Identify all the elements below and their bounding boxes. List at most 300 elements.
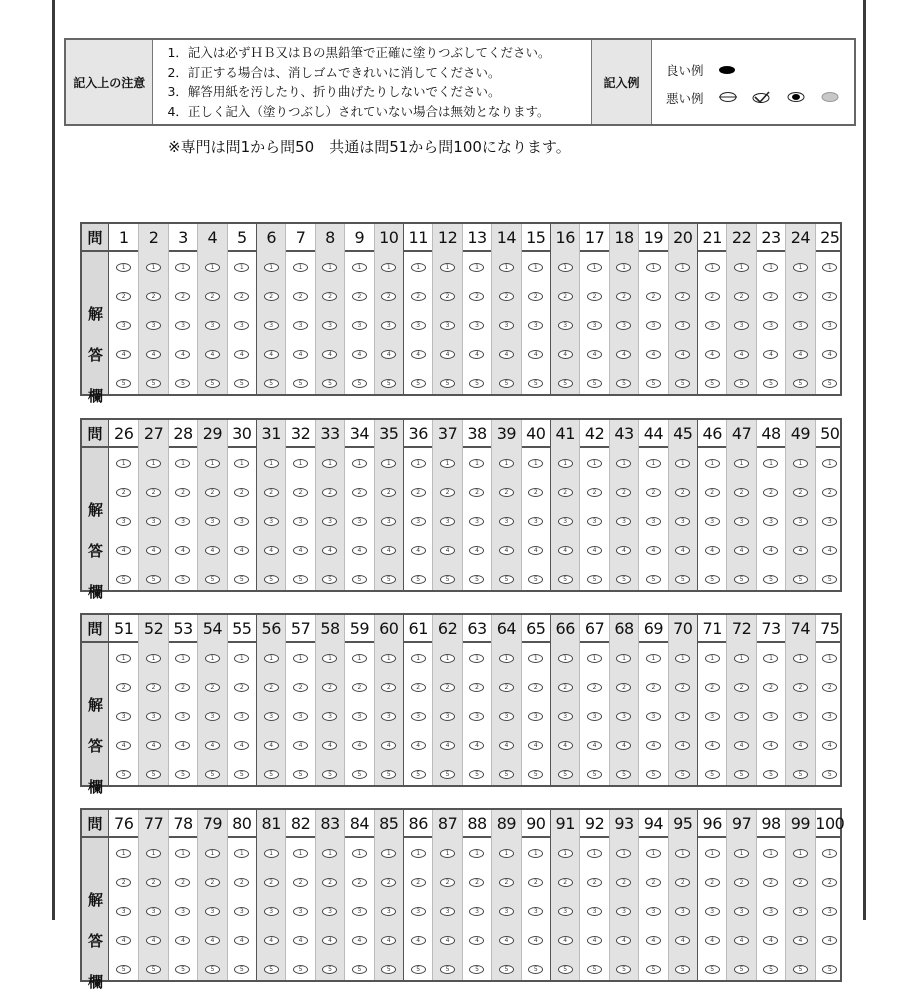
answer-bubble-4[interactable]: 4 (734, 936, 749, 945)
answer-bubble-3[interactable]: 3 (558, 907, 573, 916)
answer-bubble-2[interactable]: 2 (381, 878, 396, 887)
answer-bubble-5[interactable]: 5 (469, 379, 484, 388)
answer-bubble-1[interactable]: 1 (293, 263, 308, 272)
answer-bubble-2[interactable]: 2 (705, 683, 720, 692)
answer-bubble-3[interactable]: 3 (146, 907, 161, 916)
answer-bubble-1[interactable]: 1 (822, 849, 837, 858)
answer-bubble-5[interactable]: 5 (705, 575, 720, 584)
answer-bubble-3[interactable]: 3 (822, 321, 837, 330)
answer-bubble-1[interactable]: 1 (234, 654, 249, 663)
answer-bubble-1[interactable]: 1 (793, 654, 808, 663)
answer-bubble-1[interactable]: 1 (205, 459, 220, 468)
answer-bubble-1[interactable]: 1 (499, 459, 514, 468)
answer-bubble-2[interactable]: 2 (616, 878, 631, 887)
answer-bubble-3[interactable]: 3 (705, 517, 720, 526)
answer-bubble-1[interactable]: 1 (116, 263, 131, 272)
answer-bubble-5[interactable]: 5 (146, 770, 161, 779)
answer-bubble-1[interactable]: 1 (793, 849, 808, 858)
answer-bubble-1[interactable]: 1 (646, 263, 661, 272)
answer-bubble-5[interactable]: 5 (499, 379, 514, 388)
answer-bubble-1[interactable]: 1 (675, 849, 690, 858)
answer-bubble-4[interactable]: 4 (234, 741, 249, 750)
answer-bubble-3[interactable]: 3 (734, 517, 749, 526)
answer-bubble-4[interactable]: 4 (822, 350, 837, 359)
answer-bubble-3[interactable]: 3 (381, 517, 396, 526)
answer-bubble-5[interactable]: 5 (175, 379, 190, 388)
answer-bubble-2[interactable]: 2 (793, 292, 808, 301)
answer-bubble-4[interactable]: 4 (763, 936, 778, 945)
answer-bubble-5[interactable]: 5 (616, 965, 631, 974)
answer-bubble-2[interactable]: 2 (411, 488, 426, 497)
answer-bubble-1[interactable]: 1 (440, 263, 455, 272)
answer-bubble-1[interactable]: 1 (558, 849, 573, 858)
answer-bubble-2[interactable]: 2 (322, 878, 337, 887)
answer-bubble-3[interactable]: 3 (440, 907, 455, 916)
answer-bubble-4[interactable]: 4 (528, 741, 543, 750)
answer-bubble-4[interactable]: 4 (705, 350, 720, 359)
answer-bubble-1[interactable]: 1 (205, 849, 220, 858)
answer-bubble-4[interactable]: 4 (499, 741, 514, 750)
answer-bubble-1[interactable]: 1 (587, 459, 602, 468)
answer-bubble-4[interactable]: 4 (528, 936, 543, 945)
answer-bubble-2[interactable]: 2 (293, 488, 308, 497)
answer-bubble-2[interactable]: 2 (793, 683, 808, 692)
answer-bubble-4[interactable]: 4 (587, 350, 602, 359)
answer-bubble-1[interactable]: 1 (705, 849, 720, 858)
answer-bubble-3[interactable]: 3 (469, 321, 484, 330)
answer-bubble-1[interactable]: 1 (411, 654, 426, 663)
answer-bubble-1[interactable]: 1 (146, 263, 161, 272)
answer-bubble-2[interactable]: 2 (352, 683, 367, 692)
answer-bubble-1[interactable]: 1 (646, 459, 661, 468)
answer-bubble-3[interactable]: 3 (352, 321, 367, 330)
answer-bubble-1[interactable]: 1 (411, 263, 426, 272)
answer-bubble-2[interactable]: 2 (587, 488, 602, 497)
answer-bubble-4[interactable]: 4 (175, 936, 190, 945)
answer-bubble-3[interactable]: 3 (793, 321, 808, 330)
answer-bubble-1[interactable]: 1 (322, 654, 337, 663)
answer-bubble-1[interactable]: 1 (675, 459, 690, 468)
answer-bubble-5[interactable]: 5 (205, 965, 220, 974)
answer-bubble-1[interactable]: 1 (411, 849, 426, 858)
answer-bubble-1[interactable]: 1 (822, 654, 837, 663)
answer-bubble-2[interactable]: 2 (587, 878, 602, 887)
answer-bubble-4[interactable]: 4 (822, 936, 837, 945)
answer-bubble-2[interactable]: 2 (822, 683, 837, 692)
answer-bubble-2[interactable]: 2 (381, 292, 396, 301)
answer-bubble-3[interactable]: 3 (587, 712, 602, 721)
answer-bubble-2[interactable]: 2 (793, 878, 808, 887)
answer-bubble-2[interactable]: 2 (705, 292, 720, 301)
answer-bubble-2[interactable]: 2 (793, 488, 808, 497)
answer-bubble-3[interactable]: 3 (352, 517, 367, 526)
answer-bubble-2[interactable]: 2 (469, 683, 484, 692)
answer-bubble-3[interactable]: 3 (322, 712, 337, 721)
answer-bubble-3[interactable]: 3 (675, 712, 690, 721)
answer-bubble-3[interactable]: 3 (205, 712, 220, 721)
answer-bubble-4[interactable]: 4 (528, 546, 543, 555)
answer-bubble-3[interactable]: 3 (616, 517, 631, 526)
answer-bubble-4[interactable]: 4 (175, 741, 190, 750)
answer-bubble-5[interactable]: 5 (469, 575, 484, 584)
answer-bubble-1[interactable]: 1 (499, 849, 514, 858)
answer-bubble-4[interactable]: 4 (411, 741, 426, 750)
answer-bubble-5[interactable]: 5 (352, 575, 367, 584)
answer-bubble-1[interactable]: 1 (469, 849, 484, 858)
answer-bubble-5[interactable]: 5 (146, 575, 161, 584)
answer-bubble-4[interactable]: 4 (822, 741, 837, 750)
answer-bubble-5[interactable]: 5 (146, 965, 161, 974)
answer-bubble-3[interactable]: 3 (822, 712, 837, 721)
answer-bubble-5[interactable]: 5 (675, 965, 690, 974)
answer-bubble-4[interactable]: 4 (234, 350, 249, 359)
answer-bubble-4[interactable]: 4 (440, 350, 455, 359)
answer-bubble-3[interactable]: 3 (705, 712, 720, 721)
answer-bubble-4[interactable]: 4 (675, 936, 690, 945)
answer-bubble-4[interactable]: 4 (381, 741, 396, 750)
answer-bubble-4[interactable]: 4 (264, 546, 279, 555)
answer-bubble-1[interactable]: 1 (558, 459, 573, 468)
answer-bubble-5[interactable]: 5 (793, 770, 808, 779)
answer-bubble-3[interactable]: 3 (411, 321, 426, 330)
answer-bubble-4[interactable]: 4 (558, 936, 573, 945)
answer-bubble-1[interactable]: 1 (322, 849, 337, 858)
answer-bubble-2[interactable]: 2 (616, 292, 631, 301)
answer-bubble-5[interactable]: 5 (587, 575, 602, 584)
answer-bubble-5[interactable]: 5 (175, 770, 190, 779)
answer-bubble-2[interactable]: 2 (322, 683, 337, 692)
answer-bubble-4[interactable]: 4 (411, 350, 426, 359)
answer-bubble-5[interactable]: 5 (322, 379, 337, 388)
answer-bubble-2[interactable]: 2 (469, 488, 484, 497)
answer-bubble-3[interactable]: 3 (293, 907, 308, 916)
answer-bubble-3[interactable]: 3 (175, 517, 190, 526)
answer-bubble-2[interactable]: 2 (734, 683, 749, 692)
answer-bubble-1[interactable]: 1 (528, 263, 543, 272)
answer-bubble-5[interactable]: 5 (646, 965, 661, 974)
answer-bubble-2[interactable]: 2 (440, 292, 455, 301)
answer-bubble-4[interactable]: 4 (822, 546, 837, 555)
answer-bubble-3[interactable]: 3 (381, 321, 396, 330)
answer-bubble-2[interactable]: 2 (264, 683, 279, 692)
answer-bubble-3[interactable]: 3 (793, 907, 808, 916)
answer-bubble-1[interactable]: 1 (528, 459, 543, 468)
answer-bubble-1[interactable]: 1 (205, 263, 220, 272)
answer-bubble-2[interactable]: 2 (234, 683, 249, 692)
answer-bubble-3[interactable]: 3 (616, 712, 631, 721)
answer-bubble-5[interactable]: 5 (793, 575, 808, 584)
answer-bubble-1[interactable]: 1 (528, 849, 543, 858)
answer-bubble-3[interactable]: 3 (763, 712, 778, 721)
answer-bubble-2[interactable]: 2 (528, 683, 543, 692)
answer-bubble-3[interactable]: 3 (411, 712, 426, 721)
answer-bubble-3[interactable]: 3 (793, 517, 808, 526)
answer-bubble-3[interactable]: 3 (558, 517, 573, 526)
answer-bubble-5[interactable]: 5 (793, 379, 808, 388)
answer-bubble-5[interactable]: 5 (822, 575, 837, 584)
answer-bubble-5[interactable]: 5 (734, 379, 749, 388)
answer-bubble-3[interactable]: 3 (528, 517, 543, 526)
answer-bubble-2[interactable]: 2 (528, 878, 543, 887)
answer-bubble-5[interactable]: 5 (234, 965, 249, 974)
answer-bubble-3[interactable]: 3 (322, 907, 337, 916)
answer-bubble-3[interactable]: 3 (587, 321, 602, 330)
answer-bubble-5[interactable]: 5 (705, 965, 720, 974)
answer-bubble-5[interactable]: 5 (822, 770, 837, 779)
answer-bubble-4[interactable]: 4 (175, 350, 190, 359)
answer-bubble-1[interactable]: 1 (264, 654, 279, 663)
answer-bubble-4[interactable]: 4 (205, 546, 220, 555)
answer-bubble-1[interactable]: 1 (146, 459, 161, 468)
answer-bubble-1[interactable]: 1 (763, 849, 778, 858)
answer-bubble-4[interactable]: 4 (352, 936, 367, 945)
answer-bubble-1[interactable]: 1 (146, 849, 161, 858)
answer-bubble-1[interactable]: 1 (293, 654, 308, 663)
answer-bubble-1[interactable]: 1 (469, 263, 484, 272)
answer-bubble-3[interactable]: 3 (646, 321, 661, 330)
answer-bubble-1[interactable]: 1 (116, 459, 131, 468)
answer-bubble-5[interactable]: 5 (205, 575, 220, 584)
answer-bubble-3[interactable]: 3 (528, 907, 543, 916)
answer-bubble-1[interactable]: 1 (264, 849, 279, 858)
answer-bubble-2[interactable]: 2 (705, 488, 720, 497)
answer-bubble-1[interactable]: 1 (587, 654, 602, 663)
answer-bubble-3[interactable]: 3 (205, 517, 220, 526)
answer-bubble-2[interactable]: 2 (763, 878, 778, 887)
answer-bubble-3[interactable]: 3 (705, 321, 720, 330)
answer-bubble-5[interactable]: 5 (528, 965, 543, 974)
answer-bubble-3[interactable]: 3 (558, 712, 573, 721)
answer-bubble-3[interactable]: 3 (293, 712, 308, 721)
answer-bubble-3[interactable]: 3 (175, 712, 190, 721)
answer-bubble-1[interactable]: 1 (381, 654, 396, 663)
answer-bubble-3[interactable]: 3 (264, 517, 279, 526)
answer-bubble-2[interactable]: 2 (646, 878, 661, 887)
answer-bubble-4[interactable]: 4 (264, 350, 279, 359)
answer-bubble-2[interactable]: 2 (116, 683, 131, 692)
answer-bubble-4[interactable]: 4 (793, 741, 808, 750)
answer-bubble-2[interactable]: 2 (646, 292, 661, 301)
answer-bubble-5[interactable]: 5 (469, 770, 484, 779)
answer-bubble-1[interactable]: 1 (616, 263, 631, 272)
answer-bubble-4[interactable]: 4 (146, 350, 161, 359)
answer-bubble-2[interactable]: 2 (587, 292, 602, 301)
answer-bubble-3[interactable]: 3 (264, 712, 279, 721)
answer-bubble-2[interactable]: 2 (322, 292, 337, 301)
answer-bubble-3[interactable]: 3 (440, 321, 455, 330)
answer-bubble-2[interactable]: 2 (175, 292, 190, 301)
answer-bubble-1[interactable]: 1 (293, 849, 308, 858)
answer-bubble-4[interactable]: 4 (646, 741, 661, 750)
answer-bubble-2[interactable]: 2 (734, 292, 749, 301)
answer-bubble-1[interactable]: 1 (322, 459, 337, 468)
answer-bubble-4[interactable]: 4 (116, 546, 131, 555)
answer-bubble-3[interactable]: 3 (763, 907, 778, 916)
answer-bubble-2[interactable]: 2 (469, 878, 484, 887)
answer-bubble-3[interactable]: 3 (146, 712, 161, 721)
answer-bubble-2[interactable]: 2 (646, 488, 661, 497)
answer-bubble-4[interactable]: 4 (293, 936, 308, 945)
answer-bubble-4[interactable]: 4 (116, 936, 131, 945)
answer-bubble-1[interactable]: 1 (616, 654, 631, 663)
answer-bubble-3[interactable]: 3 (381, 712, 396, 721)
answer-bubble-5[interactable]: 5 (705, 379, 720, 388)
answer-bubble-2[interactable]: 2 (234, 292, 249, 301)
answer-bubble-1[interactable]: 1 (734, 459, 749, 468)
answer-bubble-2[interactable]: 2 (763, 683, 778, 692)
answer-bubble-3[interactable]: 3 (734, 712, 749, 721)
answer-bubble-4[interactable]: 4 (558, 741, 573, 750)
answer-bubble-5[interactable]: 5 (116, 770, 131, 779)
answer-bubble-1[interactable]: 1 (234, 263, 249, 272)
answer-bubble-5[interactable]: 5 (411, 965, 426, 974)
answer-bubble-4[interactable]: 4 (293, 350, 308, 359)
answer-bubble-2[interactable]: 2 (352, 878, 367, 887)
answer-bubble-2[interactable]: 2 (146, 878, 161, 887)
answer-bubble-3[interactable]: 3 (646, 907, 661, 916)
answer-bubble-4[interactable]: 4 (763, 741, 778, 750)
answer-bubble-4[interactable]: 4 (675, 546, 690, 555)
answer-bubble-4[interactable]: 4 (705, 546, 720, 555)
answer-bubble-5[interactable]: 5 (411, 770, 426, 779)
answer-bubble-1[interactable]: 1 (381, 263, 396, 272)
answer-bubble-1[interactable]: 1 (234, 849, 249, 858)
answer-bubble-4[interactable]: 4 (352, 741, 367, 750)
answer-bubble-1[interactable]: 1 (763, 459, 778, 468)
answer-bubble-4[interactable]: 4 (616, 741, 631, 750)
answer-bubble-2[interactable]: 2 (440, 488, 455, 497)
answer-bubble-2[interactable]: 2 (734, 488, 749, 497)
answer-bubble-3[interactable]: 3 (616, 321, 631, 330)
answer-bubble-4[interactable]: 4 (146, 936, 161, 945)
answer-bubble-5[interactable]: 5 (616, 379, 631, 388)
answer-bubble-3[interactable]: 3 (822, 517, 837, 526)
answer-bubble-5[interactable]: 5 (675, 379, 690, 388)
answer-bubble-2[interactable]: 2 (734, 878, 749, 887)
answer-bubble-2[interactable]: 2 (528, 292, 543, 301)
answer-bubble-3[interactable]: 3 (528, 321, 543, 330)
answer-bubble-3[interactable]: 3 (175, 907, 190, 916)
answer-bubble-1[interactable]: 1 (793, 459, 808, 468)
answer-bubble-1[interactable]: 1 (587, 263, 602, 272)
answer-bubble-3[interactable]: 3 (499, 321, 514, 330)
answer-bubble-3[interactable]: 3 (381, 907, 396, 916)
answer-bubble-3[interactable]: 3 (469, 517, 484, 526)
answer-bubble-5[interactable]: 5 (205, 770, 220, 779)
answer-bubble-1[interactable]: 1 (734, 654, 749, 663)
answer-bubble-5[interactable]: 5 (264, 770, 279, 779)
answer-bubble-2[interactable]: 2 (616, 488, 631, 497)
answer-bubble-4[interactable]: 4 (116, 350, 131, 359)
answer-bubble-4[interactable]: 4 (205, 936, 220, 945)
answer-bubble-5[interactable]: 5 (381, 770, 396, 779)
answer-bubble-1[interactable]: 1 (763, 263, 778, 272)
answer-bubble-5[interactable]: 5 (352, 379, 367, 388)
answer-bubble-3[interactable]: 3 (793, 712, 808, 721)
answer-bubble-4[interactable]: 4 (734, 741, 749, 750)
answer-bubble-2[interactable]: 2 (264, 878, 279, 887)
answer-bubble-5[interactable]: 5 (499, 770, 514, 779)
answer-bubble-1[interactable]: 1 (734, 849, 749, 858)
answer-bubble-2[interactable]: 2 (175, 488, 190, 497)
answer-bubble-4[interactable]: 4 (705, 741, 720, 750)
answer-bubble-5[interactable]: 5 (734, 575, 749, 584)
answer-bubble-2[interactable]: 2 (440, 683, 455, 692)
answer-bubble-2[interactable]: 2 (440, 878, 455, 887)
answer-bubble-4[interactable]: 4 (322, 350, 337, 359)
answer-bubble-1[interactable]: 1 (411, 459, 426, 468)
answer-bubble-2[interactable]: 2 (146, 683, 161, 692)
answer-bubble-5[interactable]: 5 (411, 575, 426, 584)
answer-bubble-3[interactable]: 3 (352, 907, 367, 916)
answer-bubble-4[interactable]: 4 (352, 546, 367, 555)
answer-bubble-3[interactable]: 3 (205, 321, 220, 330)
answer-bubble-3[interactable]: 3 (352, 712, 367, 721)
answer-bubble-4[interactable]: 4 (675, 350, 690, 359)
answer-bubble-1[interactable]: 1 (705, 459, 720, 468)
answer-bubble-5[interactable]: 5 (558, 965, 573, 974)
answer-bubble-2[interactable]: 2 (205, 292, 220, 301)
answer-bubble-1[interactable]: 1 (499, 263, 514, 272)
answer-bubble-3[interactable]: 3 (499, 907, 514, 916)
answer-bubble-1[interactable]: 1 (116, 849, 131, 858)
answer-bubble-1[interactable]: 1 (352, 849, 367, 858)
answer-bubble-3[interactable]: 3 (822, 907, 837, 916)
answer-bubble-3[interactable]: 3 (322, 321, 337, 330)
answer-bubble-4[interactable]: 4 (381, 546, 396, 555)
answer-bubble-5[interactable]: 5 (528, 770, 543, 779)
answer-bubble-2[interactable]: 2 (822, 878, 837, 887)
answer-bubble-1[interactable]: 1 (558, 263, 573, 272)
answer-bubble-5[interactable]: 5 (528, 379, 543, 388)
answer-bubble-2[interactable]: 2 (264, 488, 279, 497)
answer-bubble-4[interactable]: 4 (675, 741, 690, 750)
answer-bubble-5[interactable]: 5 (175, 965, 190, 974)
answer-bubble-1[interactable]: 1 (293, 459, 308, 468)
answer-bubble-5[interactable]: 5 (411, 379, 426, 388)
answer-bubble-3[interactable]: 3 (734, 907, 749, 916)
answer-bubble-3[interactable]: 3 (499, 712, 514, 721)
answer-bubble-3[interactable]: 3 (234, 517, 249, 526)
answer-bubble-3[interactable]: 3 (264, 907, 279, 916)
answer-bubble-2[interactable]: 2 (616, 683, 631, 692)
answer-bubble-1[interactable]: 1 (822, 263, 837, 272)
answer-bubble-5[interactable]: 5 (763, 575, 778, 584)
answer-bubble-4[interactable]: 4 (616, 936, 631, 945)
answer-bubble-4[interactable]: 4 (234, 546, 249, 555)
answer-bubble-3[interactable]: 3 (264, 321, 279, 330)
answer-bubble-1[interactable]: 1 (146, 654, 161, 663)
answer-bubble-3[interactable]: 3 (116, 517, 131, 526)
answer-bubble-5[interactable]: 5 (734, 770, 749, 779)
answer-bubble-5[interactable]: 5 (440, 379, 455, 388)
answer-bubble-2[interactable]: 2 (264, 292, 279, 301)
answer-bubble-1[interactable]: 1 (705, 263, 720, 272)
answer-bubble-5[interactable]: 5 (763, 379, 778, 388)
answer-bubble-3[interactable]: 3 (440, 517, 455, 526)
answer-bubble-2[interactable]: 2 (646, 683, 661, 692)
answer-bubble-5[interactable]: 5 (322, 965, 337, 974)
answer-bubble-2[interactable]: 2 (205, 878, 220, 887)
answer-bubble-3[interactable]: 3 (499, 517, 514, 526)
answer-bubble-5[interactable]: 5 (234, 770, 249, 779)
answer-bubble-1[interactable]: 1 (175, 263, 190, 272)
answer-bubble-1[interactable]: 1 (264, 263, 279, 272)
answer-bubble-1[interactable]: 1 (616, 459, 631, 468)
answer-bubble-4[interactable]: 4 (793, 350, 808, 359)
answer-bubble-3[interactable]: 3 (146, 321, 161, 330)
answer-bubble-2[interactable]: 2 (558, 292, 573, 301)
